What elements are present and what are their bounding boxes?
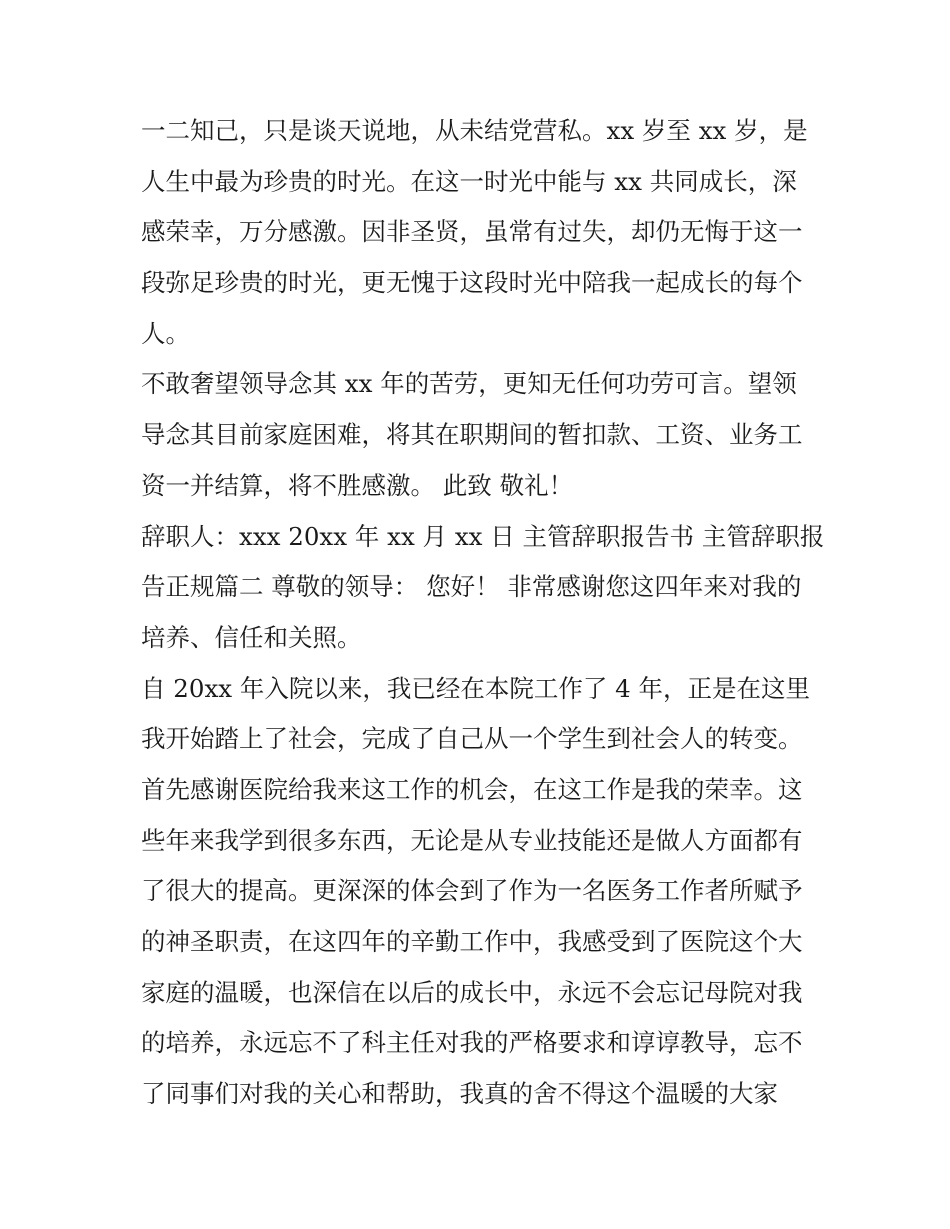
text-line: 自 20xx 年入院以来，我已经在本院工作了 4 年，正是在这里 xyxy=(141,673,811,703)
text-line: 我开始踏上了社会，完成了自己从一个学生到社会人的转变。 xyxy=(141,724,803,754)
text-line: 人生中最为珍贵的时光。在这一时光中能与 xx 共同成长，深 xyxy=(141,166,797,196)
body-text xyxy=(141,106,825,1120)
text-line: 告正规篇二 尊敬的领导： 您好！ 非常感谢您这四年来对我的 xyxy=(141,572,802,602)
text-line: 人。 xyxy=(141,318,190,348)
text-line: 家庭的温暖，也深信在以后的成长中，永远不会忘记母院对我 xyxy=(141,977,803,1007)
text-line: 的神圣职责，在这四年的辛勤工作中，我感受到了医院这个大 xyxy=(141,927,803,956)
text-line: 培养、信任和关照。 xyxy=(141,622,362,652)
text-line: 首先感谢医院给我来这工作的机会，在这工作是我的荣幸。这 xyxy=(141,774,803,804)
text-line: 不敢奢望领导念其 xx 年的苦劳，更知无任何功劳可言。望领 xyxy=(141,369,797,399)
text-line: 资一并结算，将不胜感激。 此致 敬礼！ xyxy=(141,470,574,500)
text-line: 感荣幸，万分感激。因非圣贤，虽常有过失，却仍无悔于这一 xyxy=(141,217,803,247)
text-line: 导念其目前家庭困难，将其在职期间的暂扣款、工资、业务工 xyxy=(141,420,803,450)
text-line: 些年来我学到很多东西，无论是从专业技能还是做人方面都有 xyxy=(141,825,803,855)
text-line: 了很大的提高。更深深的体会到了作为一名医务工作者所赋予 xyxy=(141,876,803,906)
text-line: 了同事们对我的关心和帮助，我真的舍不得这个温暖的大家 xyxy=(141,1079,778,1109)
text-line: 段弥足珍贵的时光，更无愧于这段时光中陪我一起成长的每个 xyxy=(141,268,803,298)
text-line: 辞职人：xxx 20xx 年 xx 月 xx 日 主管辞职报告书 主管辞职报 xyxy=(141,521,825,551)
text-line: 的培养，永远忘不了科主任对我的严格要求和谆谆教导，忘不 xyxy=(141,1028,803,1058)
text-line: 一二知己，只是谈天说地，从未结党营私。xx 岁至 xx 岁，是 xyxy=(141,116,808,145)
